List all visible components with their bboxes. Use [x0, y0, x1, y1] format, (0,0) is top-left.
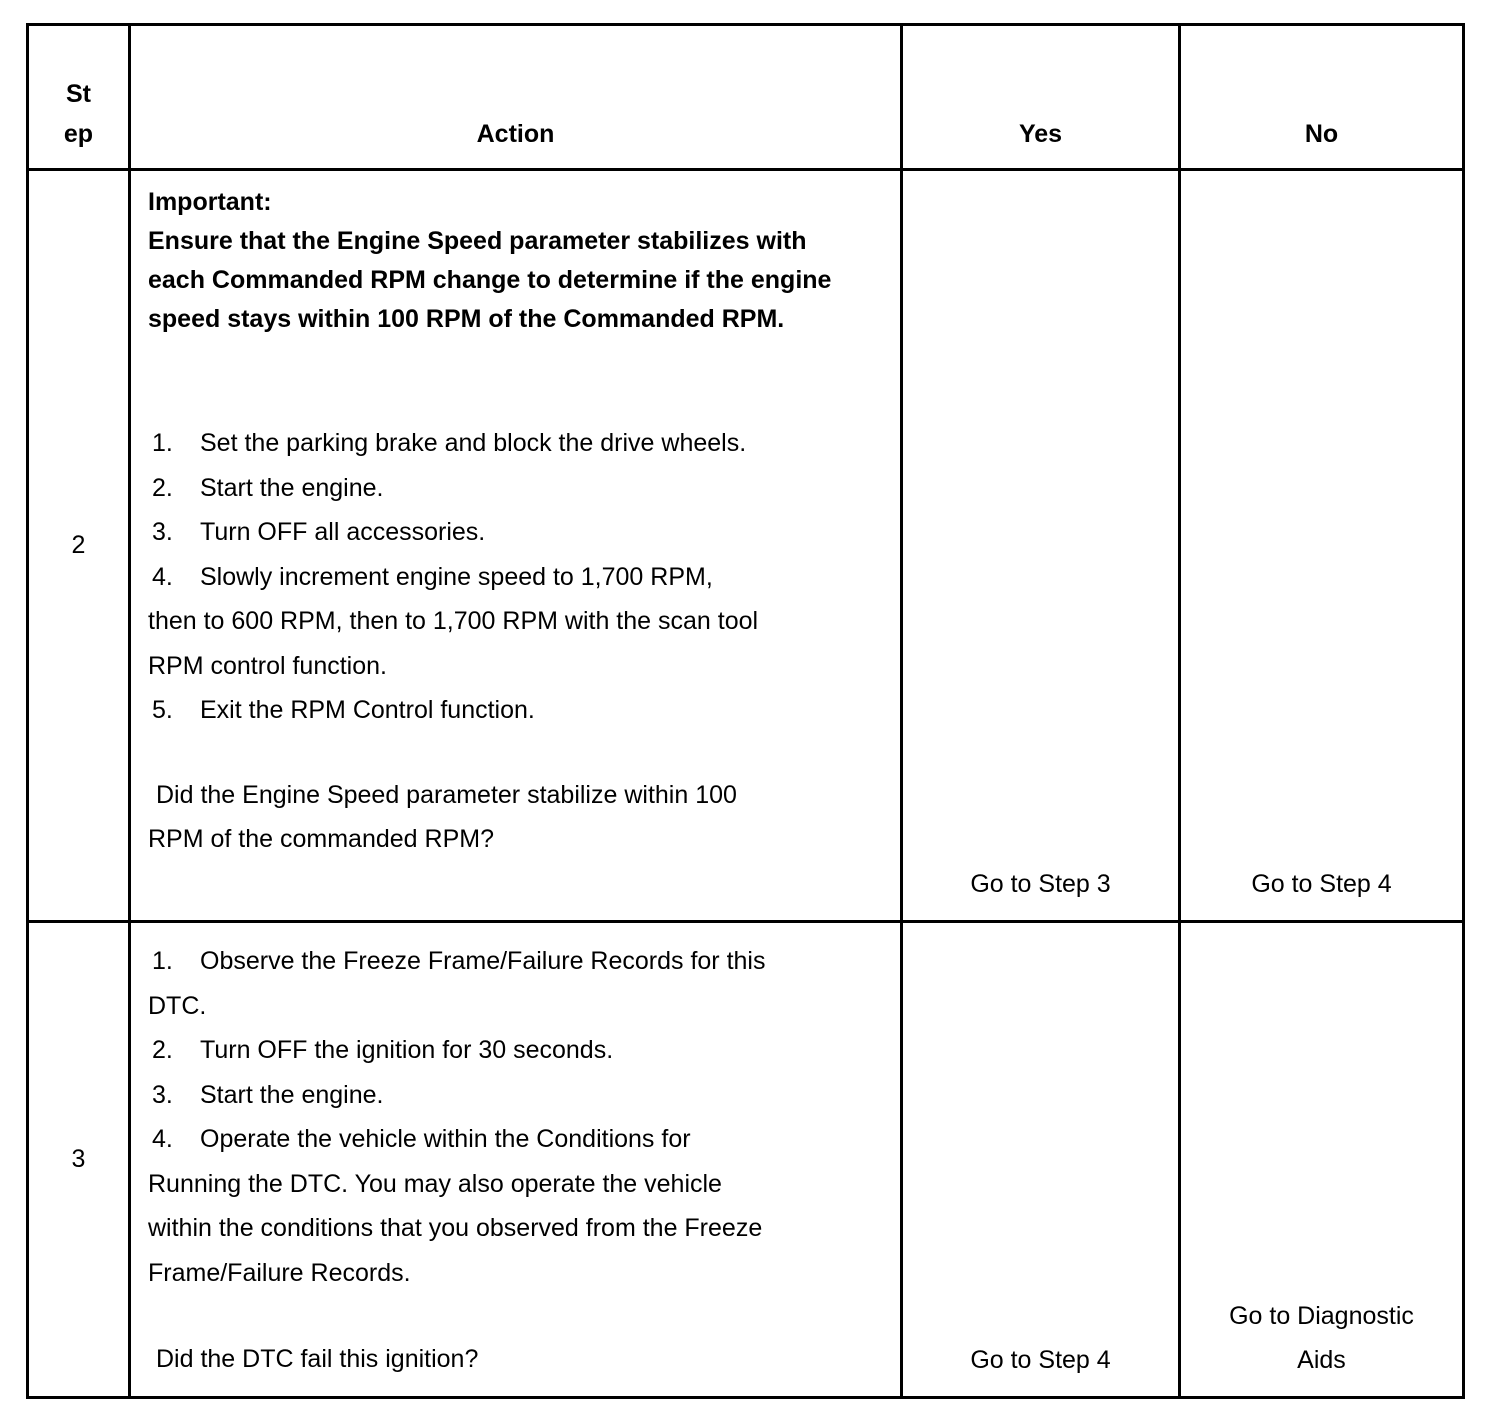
list-item-continuation: Running the DTC. You may also operate the vehicle	[148, 1169, 722, 1198]
list-item: 3. Turn OFF all accessories.	[152, 518, 486, 546]
list-item: 2. Turn OFF the ignition for 30 seconds.	[152, 1036, 614, 1064]
question: Did the Engine Speed parameter stabilize within 100 RPM of the commanded RPM?	[148, 780, 737, 853]
list-item: 1. Set the parking brake and block the drive wheels.	[152, 429, 747, 457]
diagnostic-table	[26, 23, 1465, 1399]
list-item-continuation: within the conditions that you observed from the Freeze	[148, 1214, 763, 1242]
list-item-continuation: RPM control function.	[148, 651, 387, 680]
important-note	[148, 183, 838, 339]
yes-result: Go to Step 3	[902, 170, 1180, 922]
step-header-line1: St	[66, 80, 91, 108]
no-result	[1180, 922, 1464, 1398]
important-text: Ensure that the Engine Speed parameter stabilizes with each Commanded RPM change to determine if the engine speed stays within 100 RPM of the Commanded RPM.	[148, 227, 832, 333]
no-result: Go to Step 4	[1180, 170, 1464, 922]
step-column-header	[28, 25, 130, 170]
step-list	[148, 939, 900, 1295]
table-row-step-2	[28, 170, 1464, 922]
yes-column-header: Yes	[902, 25, 1180, 170]
yes-result: Go to Step 4	[902, 922, 1180, 1398]
step-header-line2: ep	[63, 120, 94, 148]
no-column-header: No	[1180, 25, 1464, 170]
step-number: 2	[28, 170, 130, 922]
header-row	[28, 25, 1464, 170]
list-item: 4. Operate the vehicle within the Conditions for	[152, 1125, 691, 1153]
list-item: 2. Start the engine.	[152, 473, 384, 502]
list-item-continuation: Frame/Failure Records.	[148, 1258, 411, 1287]
action-cell	[130, 170, 902, 922]
list-item: 3. Start the engine.	[152, 1080, 384, 1109]
list-item-continuation: DTC.	[148, 991, 207, 1020]
step-number: 3	[28, 922, 130, 1398]
action-cell	[130, 922, 902, 1398]
list-item-continuation: then to 600 RPM, then to 1,700 RPM with the scan tool	[148, 607, 759, 635]
important-label: Important:	[148, 188, 272, 216]
list-item: 5. Exit the RPM Control function.	[152, 696, 535, 724]
list-item: 1. Observe the Freeze Frame/Failure Records for this	[152, 947, 766, 975]
step-list	[148, 421, 900, 733]
list-item: 4. Slowly increment engine speed to 1,700 RPM,	[152, 562, 713, 591]
no-result-line1: Go to Diagnostic	[1229, 1301, 1414, 1330]
action-column-header: Action	[130, 25, 902, 170]
no-result-line2: Aids	[1297, 1345, 1346, 1374]
table-row-step-3	[28, 922, 1464, 1398]
question: Did the DTC fail this ignition?	[156, 1345, 479, 1373]
